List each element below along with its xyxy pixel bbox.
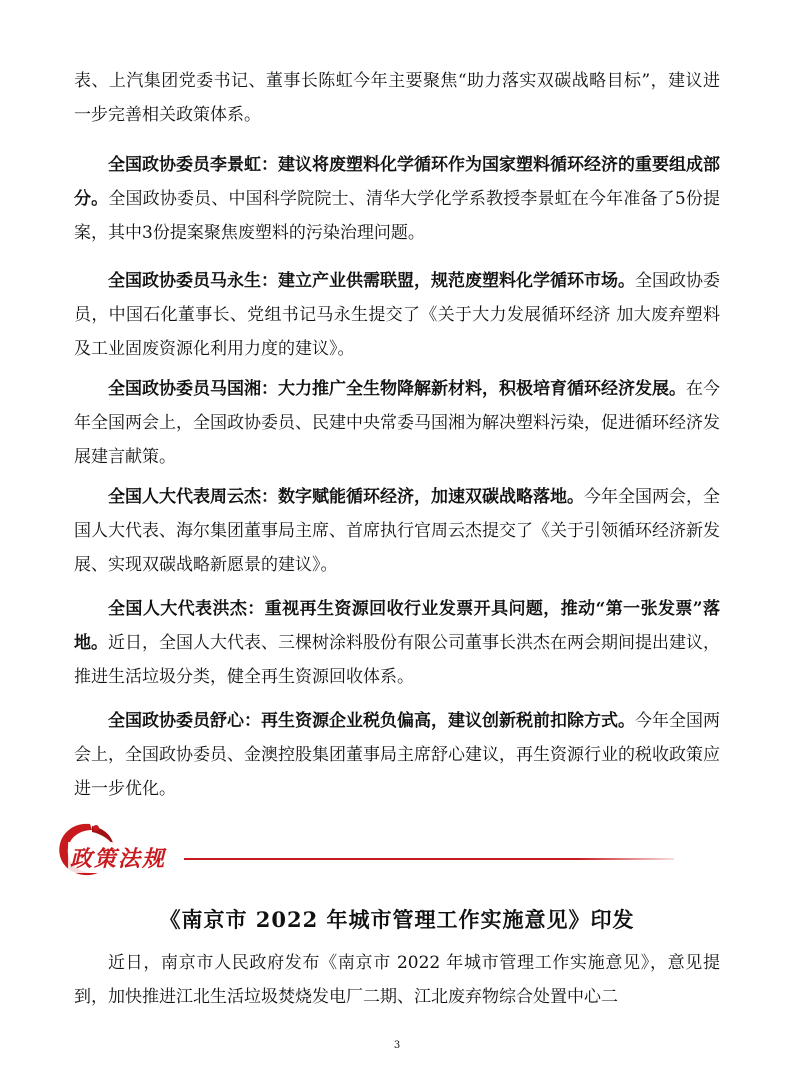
paragraph-shu-xin: [74, 704, 720, 806]
paragraph-ma-guoxiang: [74, 372, 720, 474]
article-body: 近日，南京市人民政府发布《南京市 2022 年城市管理工作实施意见》，意见提到，加快推进江北生活垃圾焚烧发电厂二期、江北废弃物综合处置中心二: [74, 953, 720, 1007]
paragraph-lead: 全国政协委员马国湘：大力推广全生物降解新材料，积极培育循环经济发展。: [108, 379, 686, 399]
paragraph-lead: 全国政协委员李景虹：建议将废塑料化学循环作为国家塑料循环经济的重要组成部分。: [74, 155, 720, 209]
paragraph-ma-yongsheng: [74, 264, 720, 366]
paragraph-chen-hong: [74, 64, 720, 132]
paragraph-hong-jie: [74, 592, 720, 694]
paragraph-body: 全国政协委员、中国科学院院士、清华大学化学系教授李景虹在今年准备了5份提案，其中3份提案聚焦废塑料的污染治理问题。: [74, 189, 720, 243]
paragraph-lead: 全国政协委员马永生：建立产业供需联盟，规范废塑料化学循环市场。: [108, 271, 635, 291]
section-header: [52, 816, 692, 886]
paragraph-body: 近日，全国人大代表、三棵树涂料股份有限公司董事长洪杰在两会期间提出建议，推进生活垃圾分类，健全再生资源回收体系。: [74, 633, 720, 687]
paragraph-body: 今年全国两会上，全国政协委员、金澳控股集团董事局主席舒心建议，再生资源行业的税收政策应进一步优化。: [74, 711, 720, 799]
paragraph-lead: 全国人大代表洪杰：重视再生资源回收行业发票开具问题，推动“第一张发票”落地。: [74, 599, 720, 653]
paragraph-body: 今年全国两会，全国人大代表、海尔集团董事局主席、首席执行官周云杰提交了《关于引领循环经济新发展、实现双碳战略新愿景的建议》。: [74, 487, 720, 575]
paragraph-body: 表、上汽集团党委书记、董事长陈虹今年主要聚焦“助力落实双碳战略目标”，建议进一步完善相关政策体系。: [74, 71, 720, 125]
paragraph-lead: 全国人大代表周云杰：数字赋能循环经济，加速双碳战略落地。: [108, 487, 584, 507]
paragraph-li-jinghong: [74, 148, 720, 250]
article-title: 《南京市 2022 年城市管理工作实施意见》印发: [159, 907, 635, 932]
section-divider: [184, 858, 674, 860]
paragraph-lead: 全国政协委员舒心：再生资源企业税负偏高，建议创新税前扣除方式。: [108, 711, 635, 731]
paragraph-body: 全国政协委员，中国石化董事长、党组书记马永生提交了《关于大力发展循环经济 加大废弃塑料及工业固废资源化利用力度的建议》。: [74, 271, 720, 359]
page-number: 3: [393, 1040, 401, 1051]
section-label: 政策法规: [68, 842, 168, 873]
paragraph-body: 在今年全国两会上，全国政协委员、民建中央常委马国湘为解决塑料污染，促进循环经济发展建言献策。: [74, 379, 720, 467]
paragraph-zhou-yunjie: [74, 480, 720, 582]
